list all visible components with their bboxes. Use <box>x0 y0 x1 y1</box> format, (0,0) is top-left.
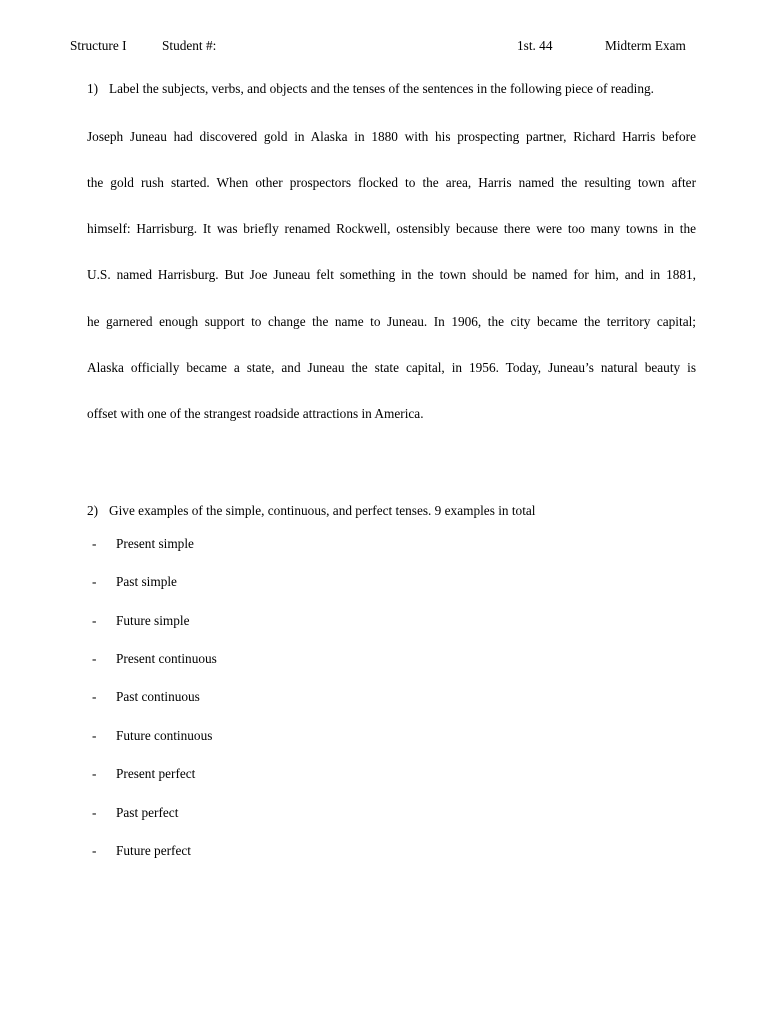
list-bullet: - <box>92 536 97 551</box>
passage-line: he garnered enough support to change the name to Juneau. In 1906, the city became the territory capital; <box>87 314 696 329</box>
list-item-label: Present perfect <box>116 766 196 781</box>
course-title: Structure I <box>70 38 127 53</box>
list-item <box>92 689 200 705</box>
list-item-label: Future perfect <box>116 843 191 858</box>
question-1-number: 1) <box>87 81 99 96</box>
list-item-label: Present continuous <box>116 651 217 666</box>
list-item <box>92 728 212 744</box>
list-item <box>92 805 178 821</box>
list-item-label: Future simple <box>116 613 190 628</box>
question-2-number: 2) <box>87 503 99 518</box>
question-2-heading <box>87 503 536 519</box>
list-item <box>92 536 194 552</box>
list-bullet: - <box>92 805 97 820</box>
list-item <box>92 574 177 590</box>
passage-line: offset with one of the strangest roadside attractions in America. <box>87 406 424 421</box>
passage-line: himself: Harrisburg. It was briefly renamed Rockwell, ostensibly because there were too many towns in the <box>87 221 696 236</box>
list-item-label: Past perfect <box>116 805 179 820</box>
student-number-label: Student #: <box>162 38 217 53</box>
list-item <box>92 843 191 859</box>
list-bullet: - <box>92 843 97 858</box>
passage-line: U.S. named Harrisburg. But Joe Juneau felt something in the town should be named for him, and in 1881, <box>87 267 696 282</box>
list-item <box>92 613 190 629</box>
passage-line: the gold rush started. When other prospectors flocked to the area, Harris named the resulting town after <box>87 175 696 190</box>
list-bullet: - <box>92 766 97 781</box>
list-item-label: Past continuous <box>116 689 200 704</box>
question-1-heading <box>87 81 654 97</box>
list-item <box>92 651 217 667</box>
passage-line: Joseph Juneau had discovered gold in Alaska in 1880 with his prospecting partner, Richard Harris before <box>87 129 696 144</box>
list-item-label: Past simple <box>116 574 177 589</box>
list-bullet: - <box>92 651 97 666</box>
list-item <box>92 766 195 782</box>
list-bullet: - <box>92 613 97 628</box>
question-1-text: Label the subjects, verbs, and objects and the tenses of the sentences in the following piece of reading. <box>109 81 654 96</box>
question-2-text: Give examples of the simple, continuous, and perfect tenses. 9 examples in total <box>109 503 536 518</box>
list-item-label: Present simple <box>116 536 194 551</box>
section-label: 1st. 44 <box>517 38 553 53</box>
list-bullet: - <box>92 689 97 704</box>
list-item-label: Future continuous <box>116 728 213 743</box>
passage-line: Alaska officially became a state, and Juneau the state capital, in 1956. Today, Juneau’s natural beauty is <box>87 360 696 375</box>
exam-title: Midterm Exam <box>605 38 686 53</box>
list-bullet: - <box>92 574 97 589</box>
list-bullet: - <box>92 728 97 743</box>
